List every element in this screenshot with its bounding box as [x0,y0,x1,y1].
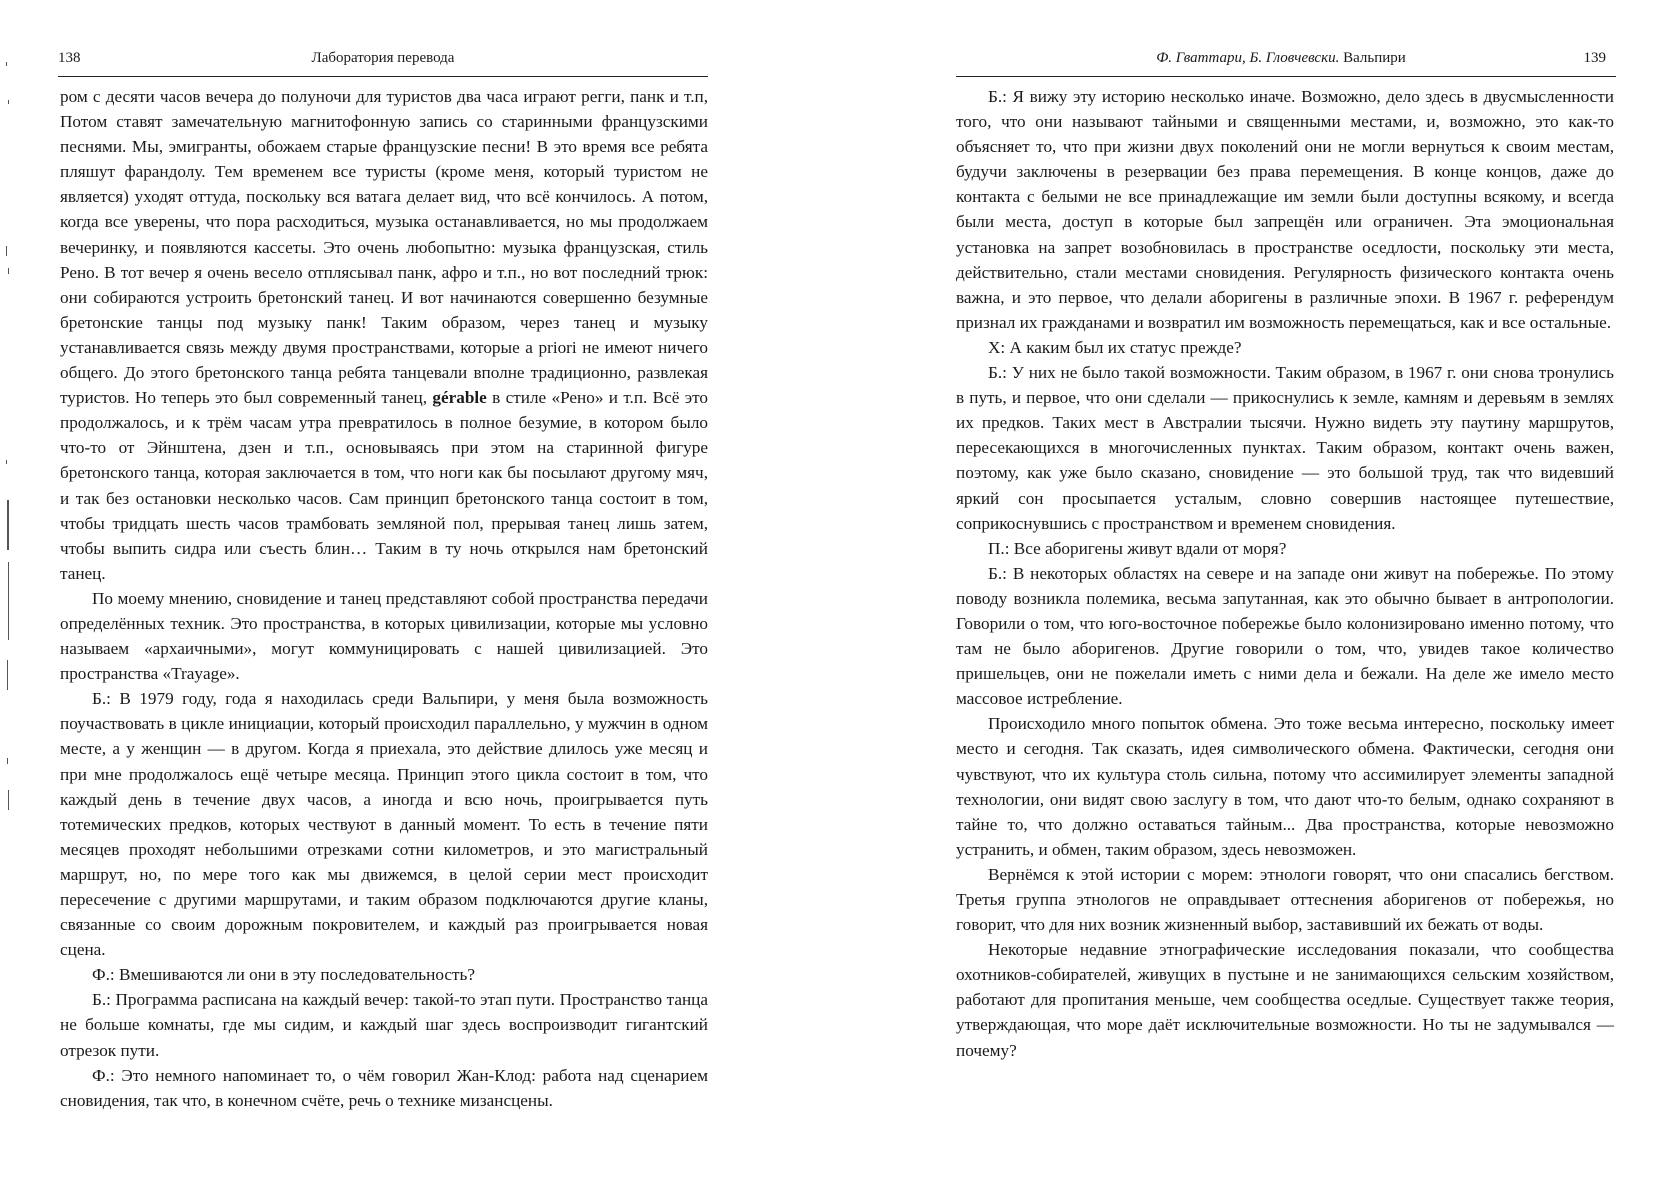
bold-term: gérable [432,388,487,408]
paragraph: Вернёмся к этой истории с морем: этнологи говорят, что они спасались бегством. Третья группа этнологов не оправдывает оттеснения аборигенов от побережья, но говорит, что для них возник жизненный выбор, заставивший их бежать от воды. [956,864,1614,935]
running-head [956,48,1606,68]
running-head-title: Лаборатория перевода [311,50,455,66]
paragraph: Б.: В 1979 году, года я находилась среди Вальпири, у меня была возможность поучаствовать в цикле инициации, который происходил параллельно, у мужчин в одном месте, а у женщин — в другом. Когда я приехала, это действие длилось уже месяц и при мне продолжалось ещё четыре месяца. Принцип этого цикла состоит в том, что каждый день в течение двух часов, а иногда и всю ночь, проигрывается путь тотемических предков, которых чествуют в данный момент. То есть в течение пяти месяцев проходят небольшими отрезками сотни километров, и это магистральный маршрут, но, по мере того как мы движемся, в целой серии мест происходит пересечение с другими маршрутами, и таким образом подключаются другие кланы, связанные со своим дорожным покровителем, и каждый раз проигрывается новая сцена. [60,689,708,960]
scan-mark [7,660,8,690]
page-number: 138 [58,50,81,66]
paragraph: ром с десяти часов вечера до полуночи для туристов два часа играют регги, панк и т.п, Потом ставят замечательную магнитофонную запись со старинными французскими песнями. Мы, эмигранты, обожаем старые французские песни! В это время все ребята пляшут фарандолу. Тем временем все туристы (кроме меня, который туристом не является) уходят оттуда, поскольку вся ватага делает вид, что всё кончилось. А потом, когда все уверены, что пора расходиться, музыка останавливается, но мы продолжаем вечеринку, и появляются кассеты. Это очень любопытно: музыка французская, стиль Рено. В тот вечер я очень весело отплясывал панк, афро и т.п., но вот последний трюк: они собираются устроить бретонский танец. И вот начинаются совершенно безумные бретонские танцы под музыку панк! Таким образом, через танец и музыку устанавливается связь между двумя пространствами, которые a priori не имеют ничего общего. До этого бретонского танца ребята танцевали вполне традиционно, развлекая туристов. Но теперь это был современный танец, gérable в стиле «Рено» и т.п. Всё это продолжалось, и к трём часам утра превратилось в полное безумие, в котором было что-то от Эйнштена, дзен и т.п., основываясь при этом на старинной фигуре бретонского танца, которая заключается в том, что ноги как бы посылают другому мяч, и так без остановки несколько часов. Сам принцип бретонского танца состоит в том, чтобы тридцать шесть часов трамбовать земляной пол, прерывая танец лишь затем, чтобы выпить сидра или съесть блин… Таким в ту ночь открылся нам бретонский танец. [60,87,708,583]
header-rule [956,76,1616,77]
paragraph: Происходило много попыток обмена. Это тоже весьма интересно, поскольку имеет место и сегодня. Так сказать, идея символического обмена. Фактически, сегодня они чувствуют, что их культура столь сильна, потому что ассимилирует элементы западной технологии, они видят свою заслугу в том, что дают что-то белым, однако сохраняют в тайне то, что должно оставаться тайным... Два пространства, которые невозможно устранить, и обмен, таким образом, здесь невозможен. [956,714,1614,859]
paragraph: Б.: В некоторых областях на севере и на западе они живут на побережье. По этому поводу возникла полемика, весьма запутанная, как это обычно бывает в антропологии. Говорили о том, что юго-восточное побережье было колонизировано именно потому, что там не было аборигенов. Другие говорили о том, что, увидев такое количество пришельцев, они не пожелали иметь с ними дела и бежали. На деле же имело место массовое истребление. [956,563,1614,709]
scan-mark [7,500,9,550]
body-text [956,84,1614,1063]
paragraph: П.: Все аборигены живут вдали от моря? [988,538,1287,558]
scan-mark [8,790,9,810]
body-text [60,84,708,1113]
running-head-title: Ф. Гваттари, Б. Гловчевски. Вальпири [1156,50,1406,66]
left-page [0,0,800,1182]
scan-mark [8,562,9,640]
scan-mark [7,758,8,764]
header-rule [58,76,708,77]
paragraph: По моему мнению, сновидение и танец представляют собой пространства передачи определённых техник. Это пространства, в которых цивилизации, которые мы условно называем «архаичными», могут коммуницировать с нашей цивилизацией. Это пространства «Trayage». [60,588,708,684]
scan-mark [8,268,9,274]
right-page [856,0,1657,1182]
paragraph: Б.: Программа расписана на каждый вечер: такой-то этап пути. Пространство танца не больше комнаты, где мы сидим, и каждый шаг здесь воспроизводит гигантский отрезок пути. [60,990,708,1060]
scan-mark [6,460,7,464]
scan-mark [6,62,7,66]
paragraph: Б.: Я вижу эту историю несколько иначе. Возможно, дело здесь в двусмысленности того, что они называют тайными и священными местами, и, возможно, это как-то объясняет то, что при жизни двух поколений они не могли вернуться к своим местам, будучи заключены в резервации без права перемещения. В конце концов, даже до контакта с белыми не все принадлежащие им земли были доступны всякому, и всегда были места, доступ в которые был запрещён или ограничен. Эта эмоциональная установка на запрет возобновилась в пространстве оседлости, поскольку эти места, действительно, стали местами сновидения. Регулярность физического контакта очень важна, и это первое, что делали аборигены в различные эпохи. В 1967 г. референдум признал их гражданами и возвратил им возможность перемещаться, как и все остальные. [956,87,1614,332]
paragraph: Некоторые недавние этнографические исследования показали, что сообщества охотников-собирателей, живущих в пустыне и не занимающихся сельским хозяйством, работают для пропитания меньше, чем сообщества оседлые. Существует также теория, утверждающая, что море даёт исключительные возможности. Но ты не задумывался — почему? [956,940,1614,1060]
paragraph: Ф.: Вмешиваются ли они в эту последовательность? [92,965,475,985]
scan-mark [6,246,7,256]
paragraph: Х: А каким был их статус прежде? [988,337,1242,357]
page-number: 139 [1583,50,1606,66]
paragraph: Ф.: Это немного напоминает то, о чём говорил Жан-Клод: работа над сценарием сновидения, так что, в конечном счёте, речь о технике мизансцены. [60,1065,708,1110]
scan-mark [8,100,9,104]
paragraph: Б.: У них не было такой возможности. Таким образом, в 1967 г. они снова тронулись в путь, и первое, что они сделали — прикоснулись к земле, камням и деревьям в землях их предков. Таких мест в Австралии тысячи. Нужно видеть эту паутину маршрутов, пересекающихся в многочисленных пунктах. Таким образом, контакт очень важен, поэтому, как уже было сказано, сновидение — это большой труд, так что видевший яркий сон просыпается усталым, словно совершив настоящее путешествие, соприкоснувшись с пространством и временем сновидения. [956,363,1614,533]
running-head-authors: Ф. Гваттари, Б. Гловчевски. [1156,50,1340,66]
running-head [58,48,708,68]
